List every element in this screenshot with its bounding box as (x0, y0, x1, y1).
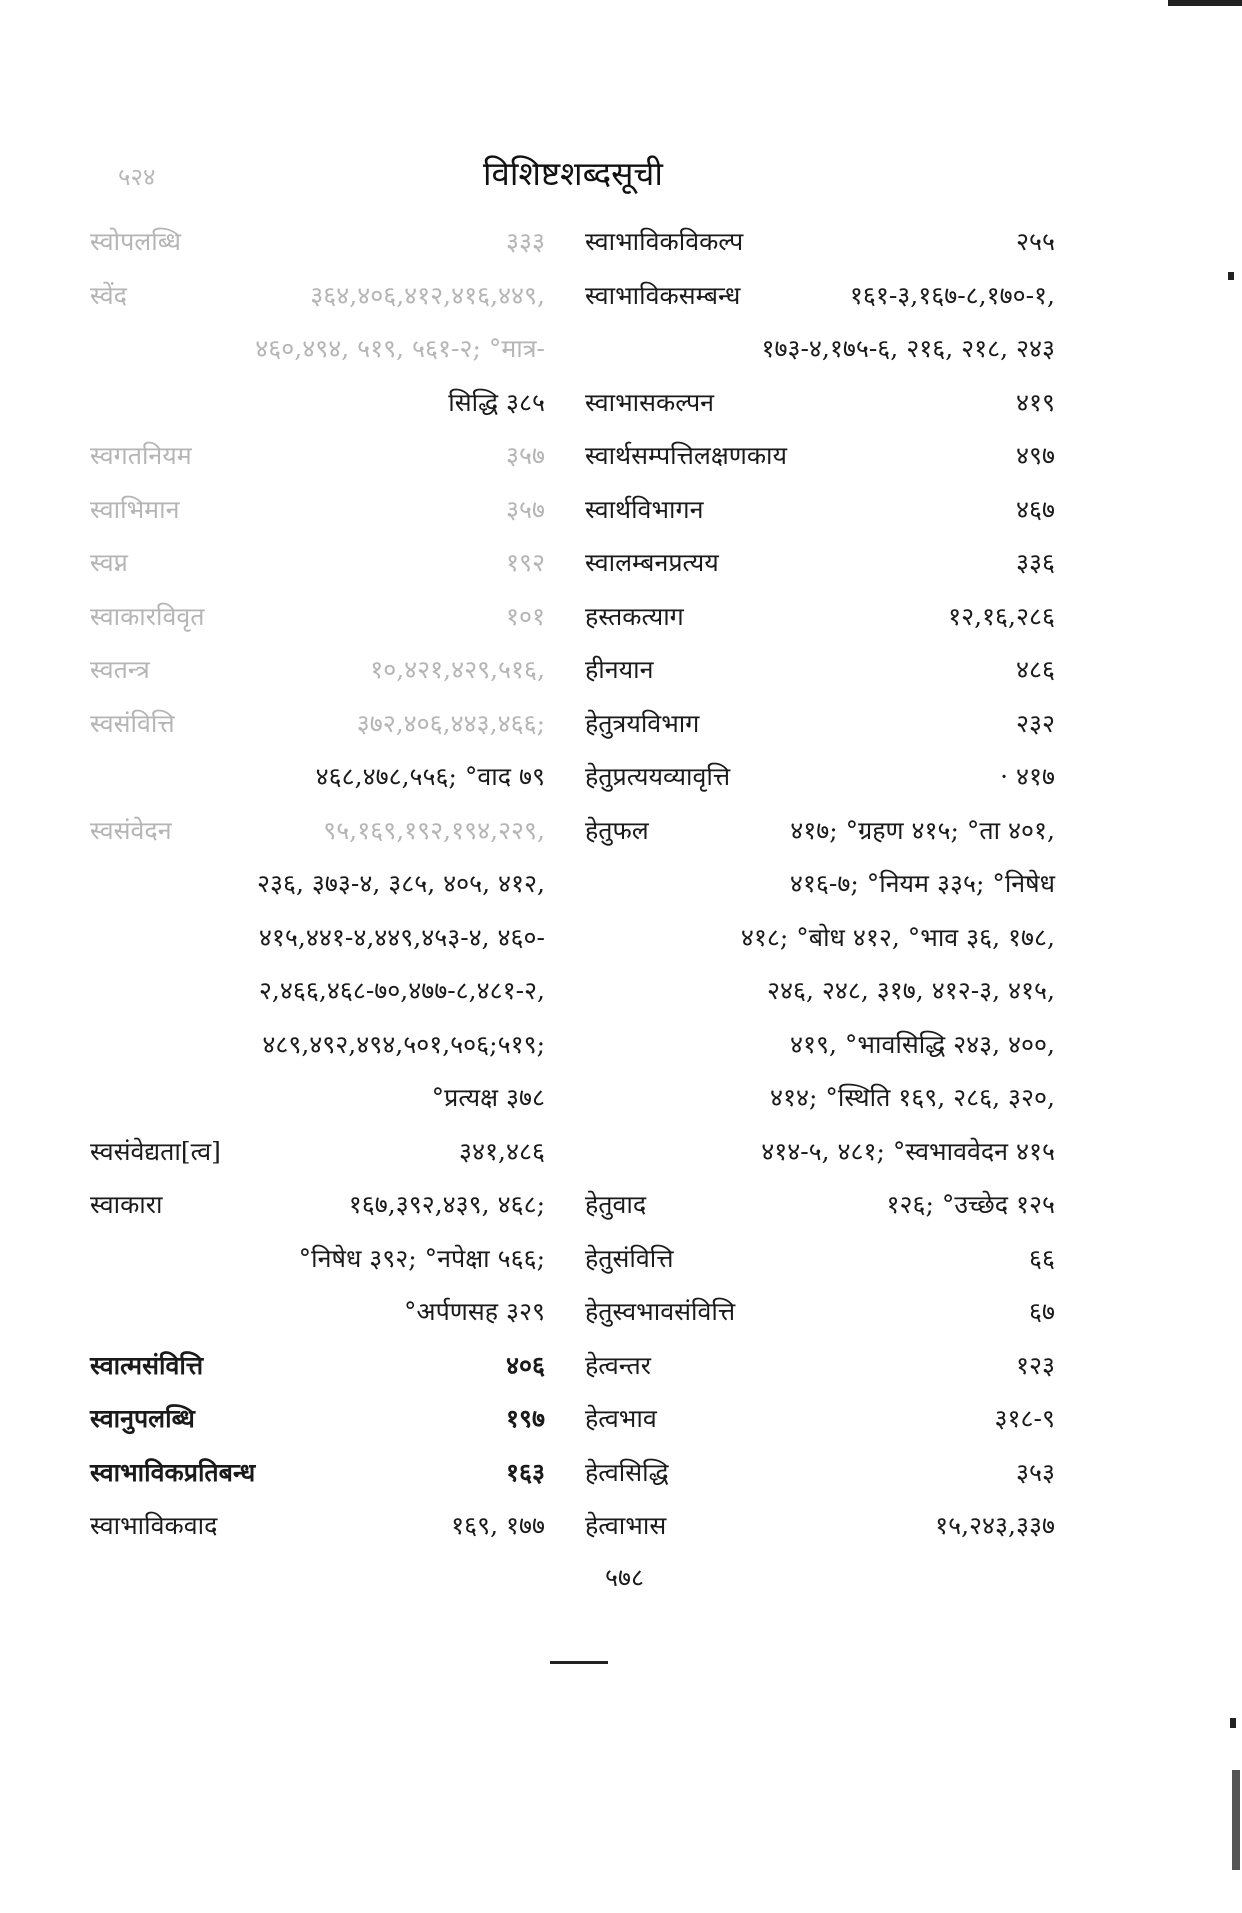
end-mark (550, 1661, 608, 1664)
index-pages: २३२ (1015, 708, 1055, 738)
index-entry (585, 650, 1055, 690)
index-pages: २५५ (1015, 227, 1055, 256)
index-term: स्वसंवित्ति (90, 708, 175, 738)
index-entry (585, 1185, 1055, 1225)
index-pages: ३४१,४८६ (459, 1136, 545, 1166)
index-term: हेत्वन्तर (585, 1350, 651, 1380)
index-entry (90, 1185, 545, 1225)
index-entry (585, 543, 1055, 583)
index-pages: १६७,३९२,४३९, ४६८; (348, 1190, 545, 1219)
index-pages: १२३ (1015, 1350, 1055, 1380)
edge-mark-binding (1232, 1770, 1240, 1870)
index-term: स्वगतनियम (90, 441, 192, 470)
index-term: स्वसंवेद्यता[त्व] (90, 1136, 221, 1166)
index-pages: ४१६-७; °नियम ३३५; °निषेध (789, 869, 1055, 898)
edge-mark-right-lower (1230, 1718, 1236, 1728)
index-entry (90, 1453, 545, 1493)
index-entry (585, 864, 1055, 904)
index-pages: ४०६ (505, 1350, 545, 1380)
index-entry (585, 811, 1055, 851)
index-entry (585, 276, 1055, 316)
page-number: ५२४ (118, 163, 156, 191)
index-pages: ४६८,४७८,५५६; °वाद ७९ (315, 762, 545, 791)
index-entry (90, 864, 545, 904)
index-pages: १२,१६,२८६ (948, 601, 1055, 631)
index-term: स्वाकारा (90, 1190, 163, 1219)
index-entry (585, 1292, 1055, 1332)
page-title: विशिष्टशब्दसूची (483, 154, 663, 193)
index-pages: ४८६ (1015, 655, 1055, 684)
index-term: हस्तकत्याग (585, 601, 684, 631)
index-entry (90, 490, 545, 530)
index-entry (90, 811, 545, 851)
index-entry (90, 222, 545, 262)
index-pages: ५७८ (605, 1563, 645, 1592)
index-term: हेतुसंवित्ति (585, 1243, 674, 1273)
index-entry (585, 597, 1055, 637)
index-entry (90, 1132, 545, 1172)
index-pages: २,४६६,४६८-७०,४७७-८,४८१-२, (258, 976, 545, 1005)
index-pages: ४१९ (1015, 387, 1055, 417)
index-pages: १५,२४३,३३७ (935, 1511, 1055, 1540)
index-pages: ४८९,४९२,४९४,५०१,५०६;५१९; (262, 1029, 545, 1059)
index-pages: ६७ (1028, 1297, 1055, 1326)
index-entry (585, 1078, 1055, 1118)
index-term: हीनयान (585, 655, 654, 684)
index-pages: °प्रत्यक्ष ३७८ (431, 1083, 545, 1112)
index-entry (90, 757, 545, 797)
index-term: हेत्वभाव (585, 1404, 657, 1433)
index-pages: २३६, ३७३-४, ३८५, ४०५, ४१२, (257, 869, 545, 898)
index-term: हेतुत्रयविभाग (585, 708, 700, 738)
index-term: स्वार्थसम्पत्तिलक्षणकाय (585, 441, 788, 470)
index-pages: ९५,१६९,१९२,१९४,२२९, (323, 815, 545, 845)
index-entry (585, 383, 1055, 423)
index-pages: °अर्पणसह ३२९ (404, 1297, 545, 1326)
index-pages: ३३६ (1015, 548, 1055, 577)
index-entry (585, 757, 1055, 797)
index-term: हेतुप्रत्ययव्यावृत्ति (585, 762, 731, 791)
index-term: स्वाभाविकप्रतिबन्ध (90, 1457, 256, 1487)
index-term: स्वालम्बनप्रत्यय (585, 548, 719, 577)
edge-mark-right (1228, 272, 1234, 280)
index-pages: १६१-३,१६७-८,१७०-१, (849, 280, 1055, 310)
index-entry (90, 543, 545, 583)
index-pages: ४६०,४९४, ५१९, ५६१-२; °मात्र- (255, 334, 545, 363)
index-term: स्वाभाविकसम्बन्ध (585, 280, 741, 310)
index-term: स्वोपलब्धि (90, 227, 181, 256)
index-pages: १९७ (505, 1404, 545, 1433)
index-entry (585, 971, 1055, 1011)
index-pages: ४१७; °ग्रहण ४१५; °ता ४०१, (790, 815, 1055, 845)
index-entry (90, 1506, 545, 1546)
index-pages: ३३३ (505, 227, 545, 256)
index-term: स्वाभाविकविकल्प (585, 227, 744, 256)
index-entry (585, 1399, 1055, 1439)
index-term: स्वेंद (90, 280, 127, 310)
index-term: हेतुफल (585, 815, 649, 845)
index-entry (90, 597, 545, 637)
index-pages: १७३-४,१७५-६, २१६, २१८, २४३ (761, 334, 1055, 363)
index-entry (90, 1292, 545, 1332)
index-entry (585, 329, 1055, 369)
index-pages: ३७२,४०६,४४३,४६६; (356, 708, 545, 738)
index-pages: सिद्धि ३८५ (448, 387, 545, 417)
index-entry (90, 650, 545, 690)
index-pages: १९२ (505, 548, 545, 577)
index-pages: १२६; °उच्छेद १२५ (886, 1190, 1055, 1219)
index-term: स्वप्न (90, 548, 128, 577)
index-term: स्वसंवेदन (90, 815, 172, 845)
index-term: हेत्वसिद्धि (585, 1457, 669, 1487)
index-pages: °निषेध ३९२; °नपेक्षा ५६६; (298, 1243, 545, 1273)
index-pages: ३५७ (505, 494, 545, 524)
index-entry (90, 329, 545, 369)
index-entry (585, 1239, 1055, 1279)
index-pages: ४१९, °भावसिद्धि २४३, ४००, (790, 1029, 1055, 1059)
index-pages: ३१८-९ (994, 1404, 1055, 1433)
index-pages: ४१४; °स्थिति १६९, २८६, ३२०, (770, 1083, 1055, 1112)
index-entry (90, 276, 545, 316)
index-entry (90, 1399, 545, 1439)
index-entry (585, 918, 1055, 958)
index-term: हेतुवाद (585, 1190, 647, 1219)
index-pages: ४९७ (1015, 441, 1055, 470)
index-entry (585, 1506, 1055, 1546)
index-term: स्वाभाविकवाद (90, 1511, 218, 1540)
index-pages: १०,४२१,४२९,५१६, (370, 655, 545, 684)
index-entry (585, 1346, 1055, 1386)
edge-mark-top (1168, 0, 1242, 6)
index-entry (585, 436, 1055, 476)
index-entry (90, 436, 545, 476)
index-entry (90, 1346, 545, 1386)
index-term: स्वतन्त्र (90, 655, 150, 684)
index-term: स्वात्मसंवित्ति (90, 1350, 204, 1380)
index-entry (90, 1078, 545, 1118)
index-entry (585, 1025, 1055, 1065)
index-term: स्वार्थविभागन (585, 494, 704, 524)
index-pages: ६६ (1028, 1243, 1055, 1273)
index-pages: · ४१७ (1000, 762, 1055, 791)
index-pages: ४१४-५, ४८१; °स्वभाववेदन ४१५ (761, 1136, 1055, 1166)
index-pages: ३६४,४०६,४१२,४१६,४४९, (310, 280, 545, 310)
index-pages: १०१ (505, 601, 545, 631)
index-entry (585, 490, 1055, 530)
index-pages: २४६, २४८, ३१७, ४१२-३, ४१५, (767, 976, 1055, 1005)
index-term: हेतुस्वभावसंवित्ति (585, 1297, 736, 1326)
index-pages: १६३ (505, 1457, 545, 1487)
index-term: स्वाभासकल्पन (585, 387, 715, 417)
index-term: हेत्वाभास (585, 1511, 667, 1540)
index-entry (90, 1239, 545, 1279)
index-pages: ३५३ (1015, 1457, 1055, 1487)
index-pages: १६९, १७७ (451, 1511, 545, 1540)
index-entry (90, 704, 545, 744)
index-term: स्वाकारविवृत (90, 601, 205, 631)
index-pages: ३५७ (505, 441, 545, 470)
index-entry (90, 918, 545, 958)
index-pages: ४१५,४४१-४,४४९,४५३-४, ४६०- (258, 922, 545, 952)
index-entry (585, 222, 1055, 262)
index-term: स्वाभिमान (90, 494, 180, 524)
index-entry (90, 971, 545, 1011)
index-term: स्वानुपलब्धि (90, 1404, 195, 1433)
index-entry (585, 1453, 1055, 1493)
index-entry (585, 1132, 1055, 1172)
index-entry (90, 1025, 545, 1065)
index-pages: ४६७ (1015, 494, 1055, 524)
index-entry (585, 704, 1055, 744)
index-pages: ४१८; °बोध ४१२, °भाव ३६, १७८, (740, 922, 1055, 952)
index-entry (90, 383, 545, 423)
